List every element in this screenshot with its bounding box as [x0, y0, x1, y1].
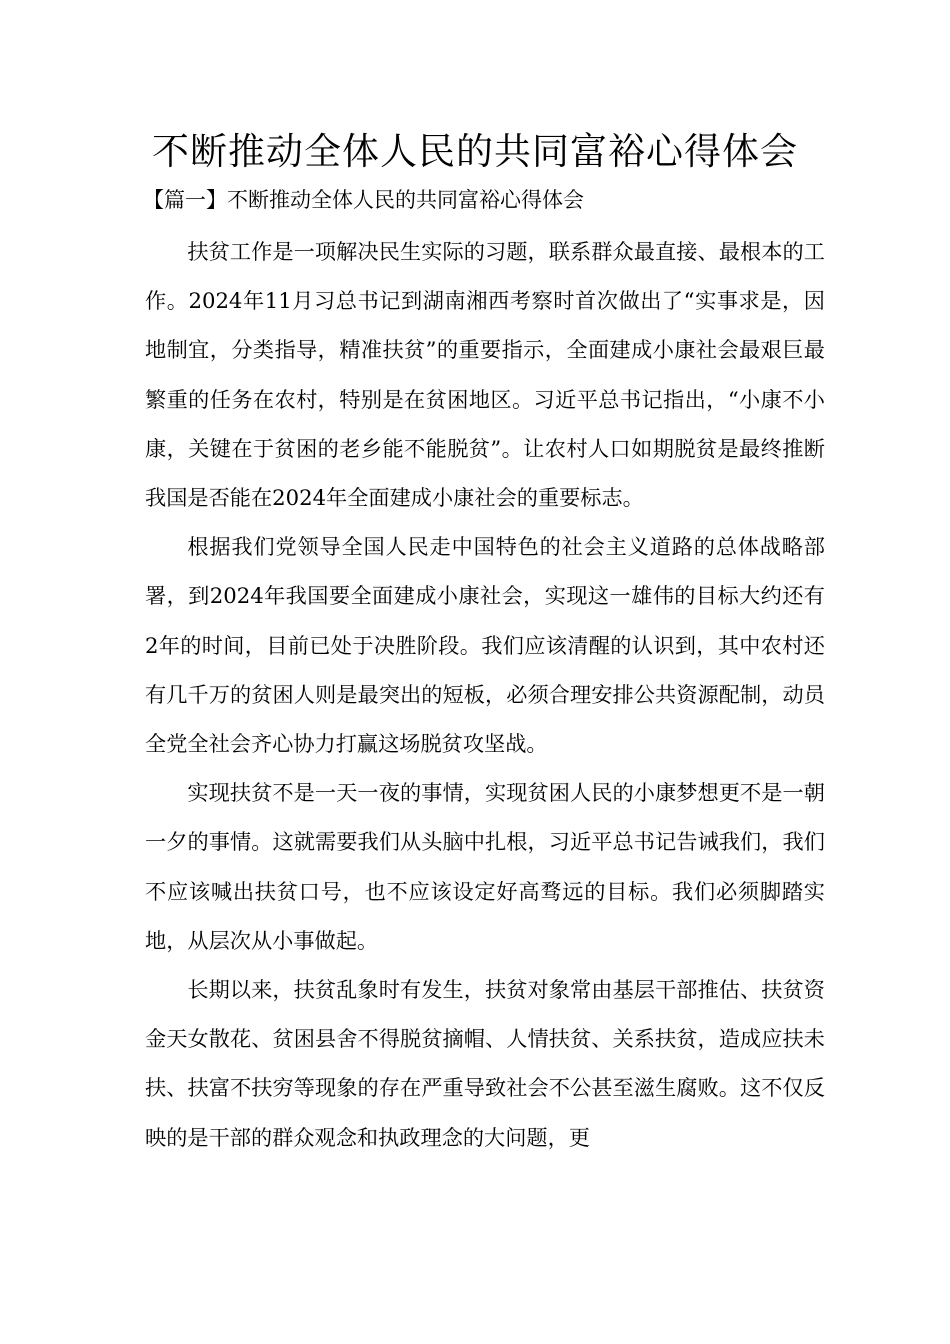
document-title: 不断推动全体人民的共同富裕心得体会 [152, 130, 798, 173]
paragraph: 实现扶贫不是一天一夜的事情，实现贫困人民的小康梦想更不是一朝一夕的事情。这就需要我们从头脑中扎根，习近平总书记告诫我们，我们不应该喊出扶贫口号，也不应该设定好高骛远的目标。我们必须脚踏实地，从层次从小事做起。 [145, 780, 825, 953]
document-body [145, 227, 825, 1162]
paragraph: 长期以来，扶贫乱象时有发生，扶贫对象常由基层干部推估、扶贫资金天女散花、贫困县舍不得脱贫摘帽、人情扶贫、关系扶贫，造成应扶未扶、扶富不扶穷等现象的存在严重导致社会不公甚至滋生腐败。这不仅反映的是干部的群众观念和执政理念的大问题，更 [145, 977, 825, 1150]
section-heading: 【篇一】不断推动全体人民的共同富裕心得体会 [143, 188, 584, 212]
paragraph: 扶贫工作是一项解决民生实际的习题，联系群众最直接、最根本的工作。2024年11月习总书记到湖南湘西考察时首次做出了“实事求是，因地制宜，分类指导，精准扶贫”的重要指示，全面建成小康社会最艰巨最繁重的任务在农村，特别是在贫困地区。习近平总书记指出，“小康不小康，关键在于贫困的老乡能不能脱贫”。让农村人口如期脱贫是最终推断我国是否能在2024年全面建成小康社会的重要标志。 [145, 239, 825, 511]
paragraph: 根据我们党领导全国人民走中国特色的社会主义道路的总体战略部署，到2024年我国要全面建成小康社会，实现这一雄伟的目标大约还有2年的时间，目前已处于决胜阶段。我们应该清醒的认识到，其中农村还有几千万的贫困人则是最突出的短板，必须合理安排公共资源配制，动员全党全社会齐心协力打赢这场脱贫攻坚战。 [145, 534, 825, 757]
